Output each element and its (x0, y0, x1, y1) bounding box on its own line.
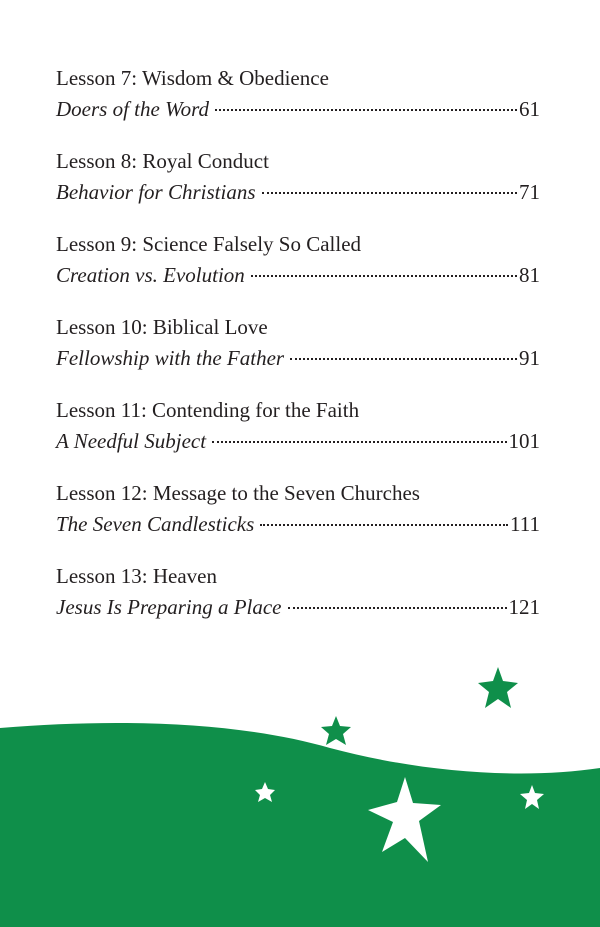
lesson-subtitle: The Seven Candlesticks (56, 512, 255, 536)
toc-entry-lesson-9 (56, 230, 540, 290)
toc-entry-lesson-10 (56, 313, 540, 373)
green-star-icon (321, 716, 351, 745)
subtitle-line (56, 509, 540, 539)
dot-leader (262, 192, 517, 194)
lesson-subtitle: Creation vs. Evolution (56, 263, 245, 287)
toc-entry-lesson-7 (56, 64, 540, 124)
subtitle-line (56, 260, 540, 290)
table-of-contents (56, 64, 540, 645)
lesson-subtitle: A Needful Subject (56, 429, 207, 453)
dot-leader (290, 358, 517, 360)
dot-leader (260, 524, 508, 526)
green-wave (0, 723, 600, 927)
subtitle-line (56, 94, 540, 124)
subtitle-line (56, 343, 540, 373)
page-number: 61 (519, 97, 540, 121)
page-number: 71 (519, 180, 540, 204)
dot-leader (212, 441, 506, 443)
page-number: 81 (519, 263, 540, 287)
lesson-subtitle: Fellowship with the Father (56, 346, 285, 370)
green-star-icon (478, 667, 518, 708)
lesson-title: Lesson 8: Royal Conduct (56, 149, 269, 173)
toc-entry-lesson-13 (56, 562, 540, 622)
page-number: 91 (519, 346, 540, 370)
lesson-title: Lesson 7: Wisdom & Obedience (56, 66, 329, 90)
subtitle-line (56, 592, 540, 622)
dot-leader (288, 607, 507, 609)
lesson-title: Lesson 13: Heaven (56, 564, 217, 588)
subtitle-line (56, 426, 540, 456)
toc-entry-lesson-11 (56, 396, 540, 456)
lesson-title: Lesson 10: Biblical Love (56, 315, 268, 339)
dot-leader (251, 275, 517, 277)
lesson-subtitle: Doers of the Word (56, 97, 210, 121)
dot-leader (215, 109, 517, 111)
toc-entry-lesson-8 (56, 147, 540, 207)
lesson-title: Lesson 11: Contending for the Faith (56, 398, 360, 422)
star-wave-decoration (0, 640, 600, 927)
subtitle-line (56, 177, 540, 207)
lesson-subtitle: Behavior for Christians (56, 180, 256, 204)
lesson-title: Lesson 9: Science Falsely So Called (56, 232, 362, 256)
lesson-title: Lesson 12: Message to the Seven Churches (56, 481, 420, 505)
lesson-subtitle: Jesus Is Preparing a Place (56, 595, 282, 619)
page-number: 121 (508, 595, 540, 619)
page-number: 111 (510, 512, 540, 536)
toc-entry-lesson-12 (56, 479, 540, 539)
page-number: 101 (508, 429, 540, 453)
